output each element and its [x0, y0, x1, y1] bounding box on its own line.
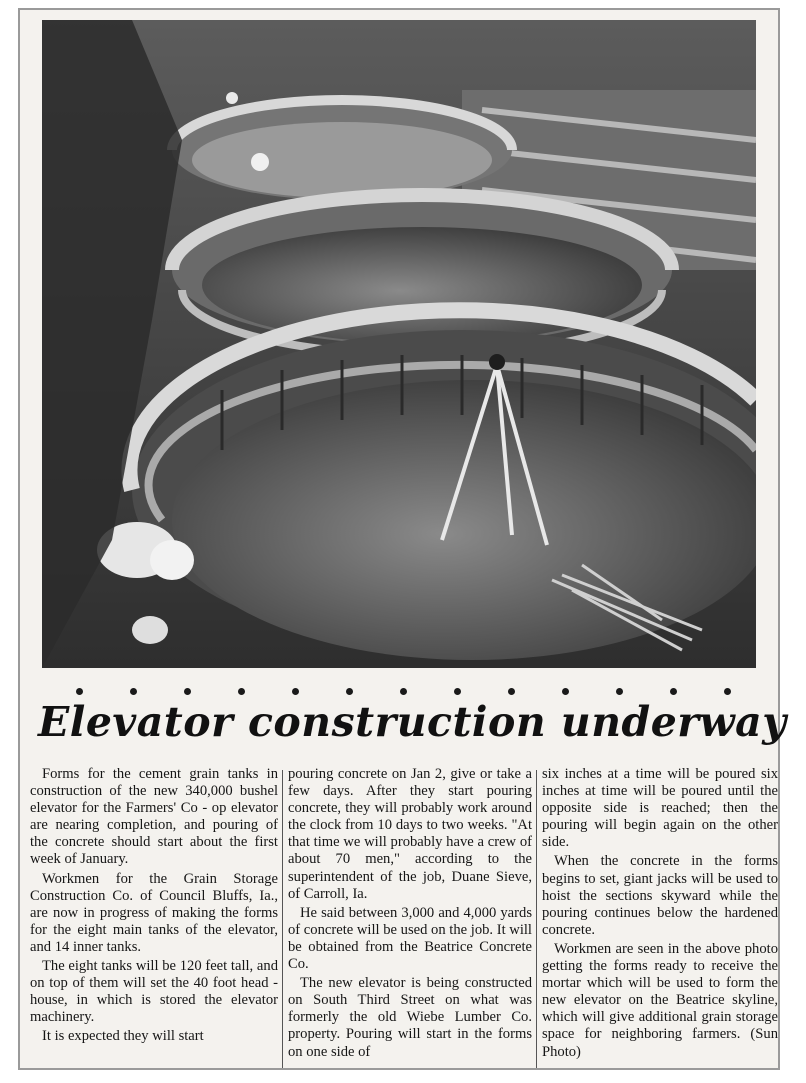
paragraph: pouring concrete on Jan 2, give or take a few days. After they start pouring concrete, they will probably work around the clock from 10 days to two weeks. "At that time we will probably have a crew of about 70 men," according to the superintendent of the job, Duane Sieve, of Carroll, Ia. [288, 766, 532, 902]
article-body [30, 766, 778, 1072]
separator-dot [670, 688, 677, 695]
newspaper-clipping [18, 8, 787, 1070]
paragraph: It is expected they will start [42, 1028, 204, 1045]
column-rule [282, 770, 283, 1068]
paragraph: Forms for the cement grain tanks in construction of the new 340,000 bushel elevator for the Farmers' Co - op elevator are nearing completion, and pouring of the concrete should start about the first week of January. [30, 766, 278, 868]
paragraph: Workmen for the Grain Storage Construction Co. of Council Bluffs, Ia., are now in progress of making the forms for the eight main tanks of the elevator, and 14 inner tanks. [30, 870, 278, 955]
paragraph: He said between 3,000 and 4,000 yards of concrete will be used on the job. It will be obtained from the Beatrice Concrete Co. [288, 904, 532, 973]
article-column-1 [30, 766, 278, 1046]
separator-dot [616, 688, 623, 695]
construction-photo-icon [42, 20, 756, 668]
separator-dot [508, 688, 515, 695]
separator-dot [346, 688, 353, 695]
separator-dot [454, 688, 461, 695]
separator-dot [238, 688, 245, 695]
separator-dot [184, 688, 191, 695]
separator-dot [76, 688, 83, 695]
paragraph: Workmen are seen in the above photo getting the forms ready to receive the mortar which will be used to form the new elevator on the Beatrice skyline, which will give additional grain storage space for neighboring farmers. (Sun Photo) [542, 940, 778, 1060]
separator-dot [130, 688, 137, 695]
paragraph: The eight tanks will be 120 feet tall, and on top of them will set the 40 foot head - house, in which is stored the elevator machinery. [30, 958, 278, 1026]
paragraph: The new elevator is being constructed on South Third Street on what was formerly the old Wiebe Lumber Co. property. Pouring will start in the forms on one side of [288, 975, 532, 1060]
article-column-3 [542, 766, 778, 1061]
paragraph: six inches at a time will be poured six inches at time will be poured until the opposite side is reached; then the pouring will begin again on the other side. [542, 766, 778, 851]
dot-separator [76, 684, 736, 698]
paragraph: When the concrete in the forms begins to set, giant jacks will be used to hoist the sections skyward while the pouring continues below the hardened concrete. [542, 853, 778, 938]
construction-photo [42, 20, 756, 668]
headline: Elevator construction underway [38, 698, 787, 746]
separator-dot [292, 688, 299, 695]
separator-dot [400, 688, 407, 695]
separator-dot [724, 688, 731, 695]
article-column-2 [288, 766, 532, 1061]
separator-dot [562, 688, 569, 695]
column-rule [536, 770, 537, 1068]
